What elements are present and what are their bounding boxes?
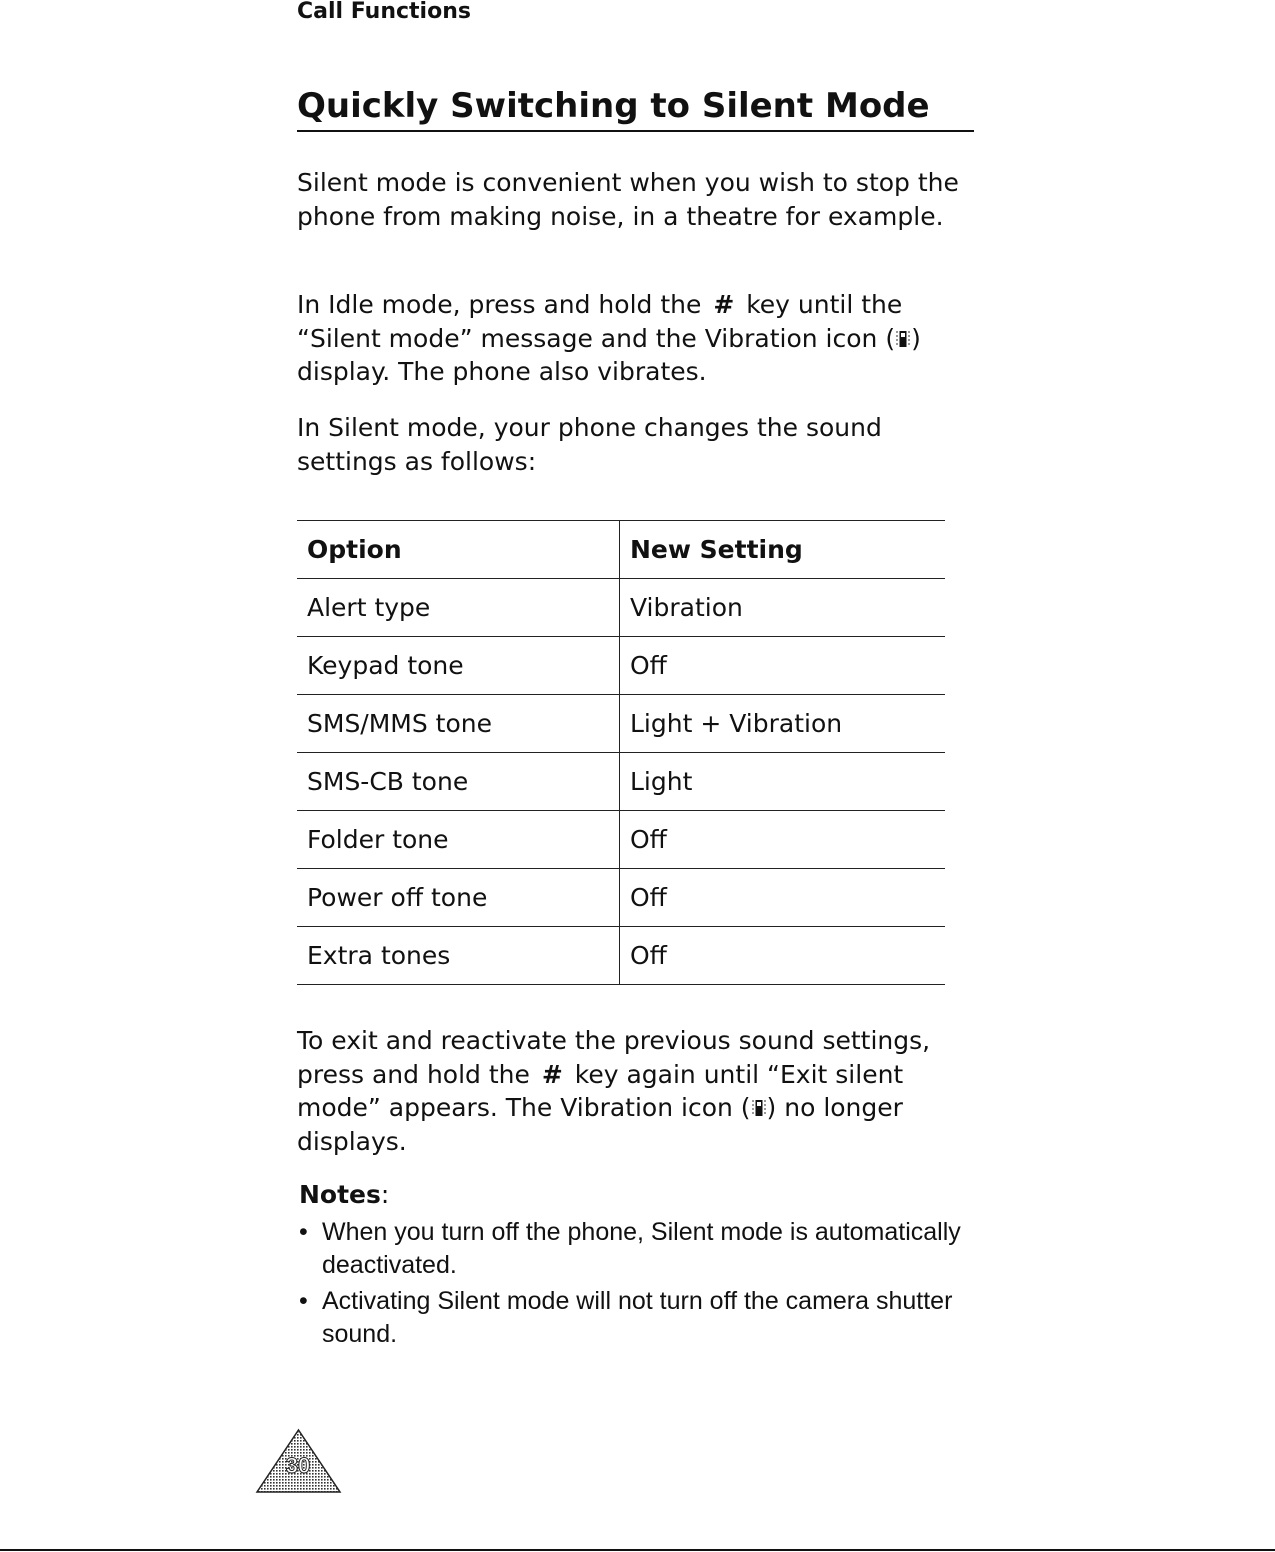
exit-text-3: ) no longer displays. [297, 1093, 903, 1156]
table-cell-option: Power off tone [297, 869, 620, 927]
exit-text-1: To exit and reactivate the previous sound settings, press and hold the [297, 1026, 931, 1089]
table-cell-option: Folder tone [297, 811, 620, 869]
vibration-icon [752, 1097, 766, 1119]
silent-mode-settings-table [297, 520, 945, 985]
table-cell-option: Alert type [297, 579, 620, 637]
table-header-new-setting: New Setting [620, 521, 946, 579]
activate-text-3: ) display. The phone also vibrates. [297, 323, 921, 386]
table-row [297, 579, 945, 637]
table-row [297, 811, 945, 869]
table-cell-setting: Vibration [620, 579, 946, 637]
table-row [297, 869, 945, 927]
table-header-row [297, 521, 945, 579]
table-header-option: Option [297, 521, 620, 579]
table-cell-setting: Off [620, 869, 946, 927]
list-item: • When you turn off the phone, Silent mode is automatically deactivated. [299, 1216, 979, 1282]
title-underline [297, 130, 974, 132]
page-title: Quickly Switching to Silent Mode [297, 86, 930, 126]
table-row [297, 695, 945, 753]
table-cell-option: Extra tones [297, 927, 620, 985]
hash-key: # [541, 1059, 563, 1089]
table-cell-setting: Off [620, 927, 946, 985]
vibration-icon [896, 328, 910, 350]
settings-intro-paragraph: In Silent mode, your phone changes the sound settings as follows: [297, 413, 882, 476]
list-item: • Activating Silent mode will not turn off the camera shutter sound. [299, 1285, 979, 1351]
notes-heading-colon: : [380, 1180, 390, 1209]
hash-key: # [713, 290, 735, 319]
table-cell-setting: Light + Vibration [620, 695, 946, 753]
exit-paragraph [297, 1024, 977, 1158]
table-cell-setting: Off [620, 637, 946, 695]
bottom-rule [0, 1549, 1275, 1551]
table-row [297, 927, 945, 985]
table-cell-option: Keypad tone [297, 637, 620, 695]
activate-paragraph [297, 288, 977, 389]
notes-heading-label: Notes [299, 1180, 381, 1209]
table-cell-setting: Off [620, 811, 946, 869]
table-row [297, 637, 945, 695]
table-cell-option: SMS-CB tone [297, 753, 620, 811]
activate-text-1: In Idle mode, press and hold the [297, 290, 702, 319]
notes-list [299, 1216, 979, 1354]
exit-text-2: key again until “Exit silent mode” appears. The Vibration icon ( [297, 1059, 904, 1122]
table-cell-option: SMS/MMS tone [297, 695, 620, 753]
table-row [297, 753, 945, 811]
activate-text-2: key until the “Silent mode” message and the Vibration icon ( [297, 290, 903, 353]
section-label: Call Functions [297, 0, 471, 24]
page-number: 30 [285, 1453, 311, 1478]
table-cell-setting: Light [620, 753, 946, 811]
notes-heading [299, 1180, 389, 1209]
intro-paragraph: Silent mode is convenient when you wish to stop the phone from making noise, in a theatre for example. [297, 168, 959, 231]
